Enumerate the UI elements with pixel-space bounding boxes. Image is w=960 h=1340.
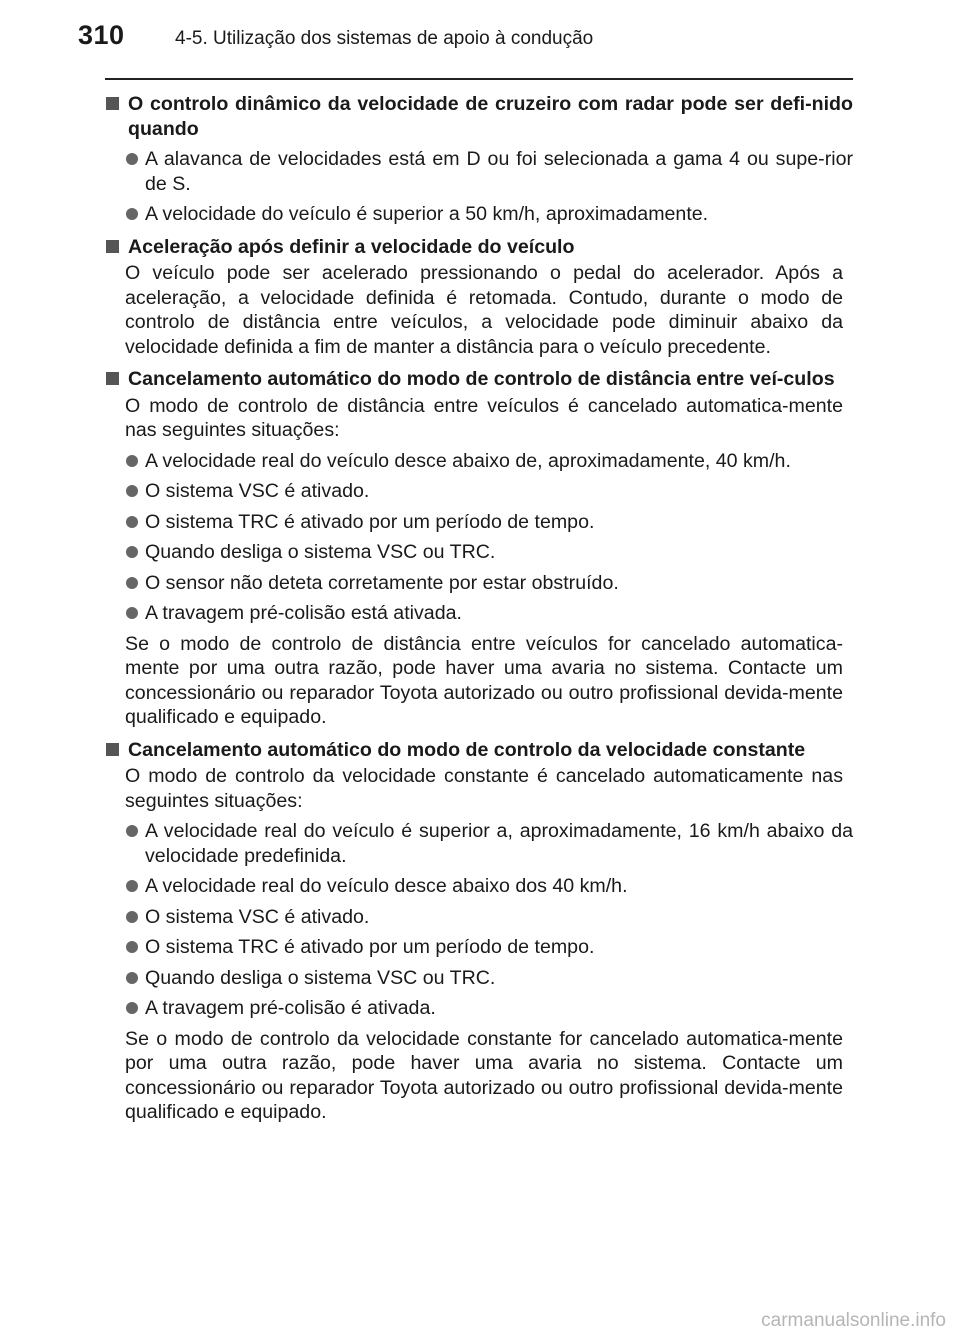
list-item-text: O sistema TRC é ativado por um período de tempo. <box>145 936 595 958</box>
list-item-text: A velocidade real do veículo é superior a, aproximadamente, 16 km/h abaixo da velocidade predefinida. <box>145 820 853 867</box>
circle-bullet-icon <box>126 1002 138 1014</box>
circle-bullet-icon <box>126 546 138 558</box>
list-item-text: A travagem pré-colisão é ativada. <box>145 997 436 1019</box>
paragraph: Se o modo de controlo da velocidade constante for cancelado automatica-mente por uma outra razão, pode haver uma avaria no sistema. Contacte um concessionário ou reparador Toyota autorizado ou outro profissional devida-mente qualificado e equipado. <box>125 1027 843 1123</box>
circle-bullet-icon <box>126 577 138 589</box>
list-item-text: O sensor não deteta corretamente por estar obstruído. <box>145 571 619 594</box>
section-title: Aceleração após definir a velocidade do veículo <box>128 235 575 258</box>
list-item-text: O sistema VSC é ativado. <box>145 480 370 502</box>
watermark: carmanualsonline.info <box>761 1310 946 1331</box>
page-number: 310 <box>78 20 125 50</box>
page-content <box>105 92 853 1125</box>
circle-bullet-icon <box>126 825 138 837</box>
list-item-text: A travagem pré-colisão está ativada. <box>145 602 462 624</box>
list-item-text: Quando desliga o sistema VSC ou TRC. <box>145 541 496 563</box>
list-item <box>105 510 853 535</box>
circle-bullet-icon <box>126 911 138 923</box>
section-title: Cancelamento automático do modo de controlo de distância entre veí-culos <box>128 368 835 390</box>
square-bullet-icon <box>106 240 119 253</box>
list-item <box>105 996 853 1021</box>
list-item <box>105 147 853 196</box>
list-item-text: A velocidade do veículo é superior a 50 km/h, aproximadamente. <box>145 203 709 225</box>
circle-bullet-icon <box>126 941 138 953</box>
paragraph: O veículo pode ser acelerado pressionando o pedal do acelerador. Após a aceleração, a velocidade definida é retomada. Contudo, durante o modo de controlo de distância entre veículos, a velocidade pode diminuir abaixo da velocidade definida a fim de manter a distância para o veículo precedente. <box>125 262 843 358</box>
list-item <box>105 202 853 227</box>
circle-bullet-icon <box>126 880 138 892</box>
square-bullet-icon <box>106 372 119 385</box>
list-item <box>105 935 853 960</box>
header-rule <box>105 78 853 80</box>
square-bullet-icon <box>106 97 119 110</box>
circle-bullet-icon <box>126 208 138 220</box>
list-item-text: A velocidade real do veículo desce abaixo de, aproximadamente, 40 km/h. <box>145 449 791 472</box>
page-header <box>78 18 878 58</box>
paragraph: Se o modo de controlo de distância entre veículos for cancelado automatica-mente por uma outra razão, pode haver uma avaria no sistema. Contacte um concessionário ou reparador Toyota autorizado ou outro profissional devida-mente qualificado e equipado. <box>125 632 843 728</box>
list-item-text: A velocidade real do veículo desce abaixo dos 40 km/h. <box>145 875 628 897</box>
section-heading <box>105 738 853 763</box>
circle-bullet-icon <box>126 485 138 497</box>
section-title: O controlo dinâmico da velocidade de cruzeiro com radar pode ser defi-nido quando <box>128 93 853 140</box>
circle-bullet-icon <box>126 153 138 165</box>
list-item <box>105 449 853 474</box>
list-item-text: A alavanca de velocidades está em D ou foi selecionada a gama 4 ou supe-rior de S. <box>145 148 853 195</box>
section-heading <box>105 92 853 141</box>
list-item <box>105 874 853 899</box>
list-item <box>105 966 853 991</box>
section-heading <box>105 367 853 392</box>
list-item <box>105 571 853 596</box>
list-item <box>105 540 853 565</box>
list-item-text: O sistema TRC é ativado por um período de tempo. <box>145 510 595 533</box>
square-bullet-icon <box>106 743 119 756</box>
list-item-text: Quando desliga o sistema VSC ou TRC. <box>145 966 496 989</box>
paragraph: O modo de controlo da velocidade constante é cancelado automaticamente nas seguintes situações: <box>125 765 843 812</box>
circle-bullet-icon <box>126 516 138 528</box>
list-item <box>105 905 853 930</box>
list-item <box>105 479 853 504</box>
section-heading <box>105 235 853 260</box>
list-item-text: O sistema VSC é ativado. <box>145 905 370 928</box>
circle-bullet-icon <box>126 972 138 984</box>
section-title: Cancelamento automático do modo de controlo da velocidade constante <box>128 738 806 761</box>
circle-bullet-icon <box>126 455 138 467</box>
paragraph: O modo de controlo de distância entre veículos é cancelado automatica-mente nas seguintes situações: <box>125 394 843 441</box>
circle-bullet-icon <box>126 607 138 619</box>
chapter-title: 4-5. Utilização dos sistemas de apoio à condução <box>175 28 594 49</box>
list-item <box>105 819 853 868</box>
list-item <box>105 601 853 626</box>
